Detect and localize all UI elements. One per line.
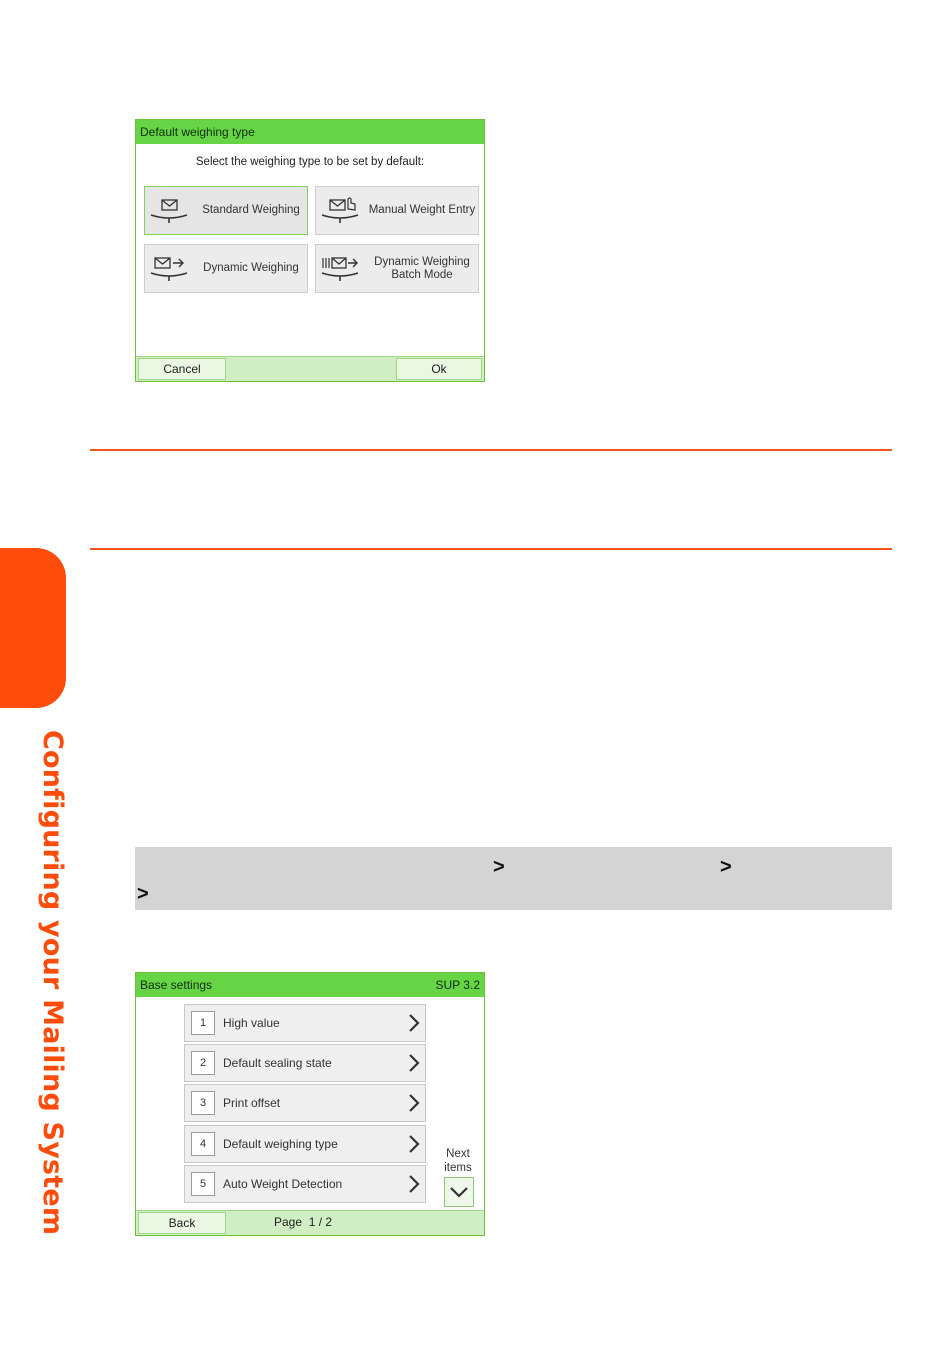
- scale-envelope-arrow-icon: [149, 255, 189, 283]
- manual-weight-entry-button[interactable]: [315, 186, 479, 235]
- default-weighing-type-screen: [135, 119, 485, 382]
- dynamic-weighing-batch-mode-button[interactable]: [315, 244, 479, 293]
- instruction-text: Select the weighing type to be set by default:: [195, 156, 425, 168]
- item-label: High value: [223, 1016, 280, 1030]
- menu-item-default-sealing-state[interactable]: [184, 1044, 426, 1082]
- screen-footer: [136, 1210, 484, 1235]
- next-items-button[interactable]: [444, 1177, 474, 1207]
- standard-weighing-button[interactable]: [144, 186, 308, 235]
- chevron-right-icon: [407, 1013, 421, 1033]
- menu-path-bar: [135, 847, 892, 910]
- chapter-tab: [0, 548, 66, 708]
- screen-title-bar: [136, 120, 484, 144]
- chevron-right-icon: [407, 1174, 421, 1194]
- back-button[interactable]: Back: [138, 1212, 226, 1234]
- scale-envelope-hand-icon: [320, 197, 360, 225]
- page-indicator: Page 1 / 2: [274, 1215, 333, 1229]
- item-number: 1: [191, 1011, 215, 1035]
- divider-top: [90, 449, 892, 451]
- next-items-label: Next items: [444, 1148, 472, 1174]
- screen-title: Default weighing type: [140, 125, 255, 139]
- menu-item-print-offset[interactable]: [184, 1084, 426, 1122]
- scale-envelope-icon: [149, 197, 189, 225]
- item-label: Auto Weight Detection: [223, 1177, 343, 1191]
- item-label: Print offset: [223, 1096, 281, 1110]
- item-number: 5: [191, 1172, 215, 1196]
- screen-title: Base settings: [140, 978, 213, 992]
- menu-item-default-weighing-type[interactable]: [184, 1125, 426, 1163]
- menu-item-high-value[interactable]: [184, 1004, 426, 1042]
- screen-footer: [136, 356, 484, 381]
- chapter-title: Configuring your Mailing System: [37, 730, 68, 1236]
- chevron-right-icon: [407, 1093, 421, 1113]
- path-separator: >: [493, 856, 505, 878]
- option-label: Standard Weighing: [202, 204, 300, 216]
- option-label: Dynamic Weighing Batch Mode: [374, 255, 470, 281]
- item-number: 3: [191, 1091, 215, 1115]
- option-label: Dynamic Weighing: [203, 262, 299, 274]
- chevron-down-icon: [445, 1178, 473, 1206]
- screen-code: SUP 3.2: [435, 978, 480, 992]
- item-number: 2: [191, 1051, 215, 1075]
- path-separator: >: [720, 856, 732, 878]
- screen-title-bar: [136, 973, 484, 997]
- option-label: Manual Weight Entry: [368, 204, 476, 216]
- path-separator: >: [137, 883, 149, 905]
- dynamic-weighing-button[interactable]: [144, 244, 308, 293]
- ok-button[interactable]: Ok: [396, 358, 482, 380]
- cancel-button[interactable]: Cancel: [138, 358, 226, 380]
- chevron-right-icon: [407, 1053, 421, 1073]
- item-label: Default sealing state: [223, 1056, 332, 1070]
- base-settings-screen: [135, 972, 485, 1236]
- menu-item-auto-weight-detection[interactable]: [184, 1165, 426, 1203]
- divider-bottom: [90, 548, 892, 550]
- item-label: Default weighing type: [223, 1137, 338, 1151]
- item-number: 4: [191, 1132, 215, 1156]
- chevron-right-icon: [407, 1134, 421, 1154]
- scale-stack-arrow-icon: [320, 255, 360, 283]
